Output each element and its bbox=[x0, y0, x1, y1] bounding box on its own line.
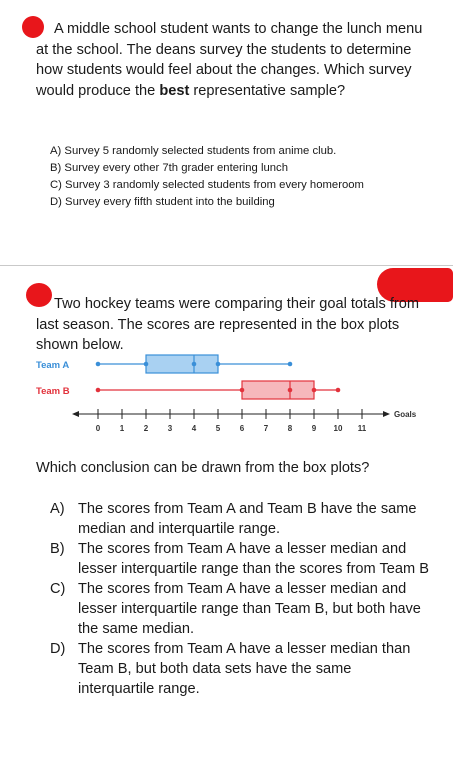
x-tick-label: 5 bbox=[215, 424, 221, 433]
five-number-point bbox=[192, 362, 197, 367]
question-1-text-part2: representative sample? bbox=[193, 82, 346, 99]
x-tick-label: 2 bbox=[143, 424, 149, 433]
question-2-choice-a bbox=[50, 499, 430, 539]
question-1-text-part1: A middle school student wants to change the lunch menu at the school. The deans survey the students to determine how students would feel about the changes. Which survey would produce the bbox=[36, 21, 423, 99]
question-1-choice-d: D) Survey every fifth student into the building bbox=[50, 196, 275, 208]
x-axis-arrow-right bbox=[383, 411, 390, 417]
x-tick-label: 9 bbox=[311, 424, 317, 433]
x-tick-label: 1 bbox=[119, 424, 125, 433]
five-number-point bbox=[336, 388, 341, 393]
x-tick-label: 0 bbox=[95, 424, 101, 433]
x-tick-label: 8 bbox=[287, 424, 293, 433]
five-number-point bbox=[288, 362, 293, 367]
question-1-choices bbox=[50, 143, 364, 211]
section-divider bbox=[0, 265, 453, 266]
question-2-text bbox=[36, 294, 436, 356]
question-2-prompt: Which conclusion can be drawn from the box plots? bbox=[36, 460, 370, 476]
iqr-box bbox=[242, 381, 314, 399]
series-label: Team A bbox=[36, 360, 70, 371]
question-2-choice-b bbox=[50, 539, 430, 579]
x-tick-label: 10 bbox=[333, 424, 343, 433]
question-1 bbox=[0, 0, 453, 265]
question-1-text bbox=[36, 19, 436, 101]
box-plot-chart bbox=[28, 350, 418, 440]
question-1-choice-b: B) Survey every other 7th grader entering lunch bbox=[50, 162, 288, 174]
five-number-point bbox=[216, 362, 221, 367]
choice-letter: C) bbox=[50, 581, 66, 597]
question-1-choice-a: A) Survey 5 randomly selected students from anime club. bbox=[50, 145, 337, 157]
choice-text: The scores from Team A and Team B have the same median and interquartile range. bbox=[78, 501, 417, 537]
x-axis-label: Goals bbox=[394, 410, 417, 419]
question-2-choice-c bbox=[50, 579, 430, 639]
five-number-point bbox=[312, 388, 317, 393]
five-number-point bbox=[240, 388, 245, 393]
x-tick-label: 11 bbox=[357, 424, 367, 433]
question-2-choice-d bbox=[50, 639, 430, 699]
choice-letter: B) bbox=[50, 541, 65, 557]
question-1-choice-c: C) Survey 3 randomly selected students from every homeroom bbox=[50, 179, 364, 191]
x-tick-label: 6 bbox=[239, 424, 245, 433]
choice-text: The scores from Team A have a lesser median than Team B, but both data sets have the same interquartile range. bbox=[78, 641, 411, 697]
x-tick-label: 7 bbox=[263, 424, 269, 433]
question-2-choices bbox=[50, 499, 430, 699]
five-number-point bbox=[96, 362, 101, 367]
five-number-point bbox=[144, 362, 149, 367]
x-tick-label: 4 bbox=[191, 424, 197, 433]
choice-text: The scores from Team A have a lesser median and lesser interquartile range than Team B, but both have the same median. bbox=[78, 581, 421, 637]
series-label: Team B bbox=[36, 386, 70, 397]
x-tick-label: 3 bbox=[167, 424, 173, 433]
five-number-point bbox=[96, 388, 101, 393]
five-number-point bbox=[288, 388, 293, 393]
question-1-bold-word: best bbox=[159, 82, 190, 99]
x-axis-arrow-left bbox=[72, 411, 79, 417]
choice-text: The scores from Team A have a lesser median and lesser interquartile range than the scores from Team B bbox=[78, 541, 429, 577]
choice-letter: D) bbox=[50, 641, 66, 657]
iqr-box bbox=[146, 355, 218, 373]
choice-letter: A) bbox=[50, 501, 65, 517]
question-2-text-body: Two hockey teams were comparing their goal totals from last season. The scores are represented in the box plots shown below. bbox=[36, 296, 420, 353]
